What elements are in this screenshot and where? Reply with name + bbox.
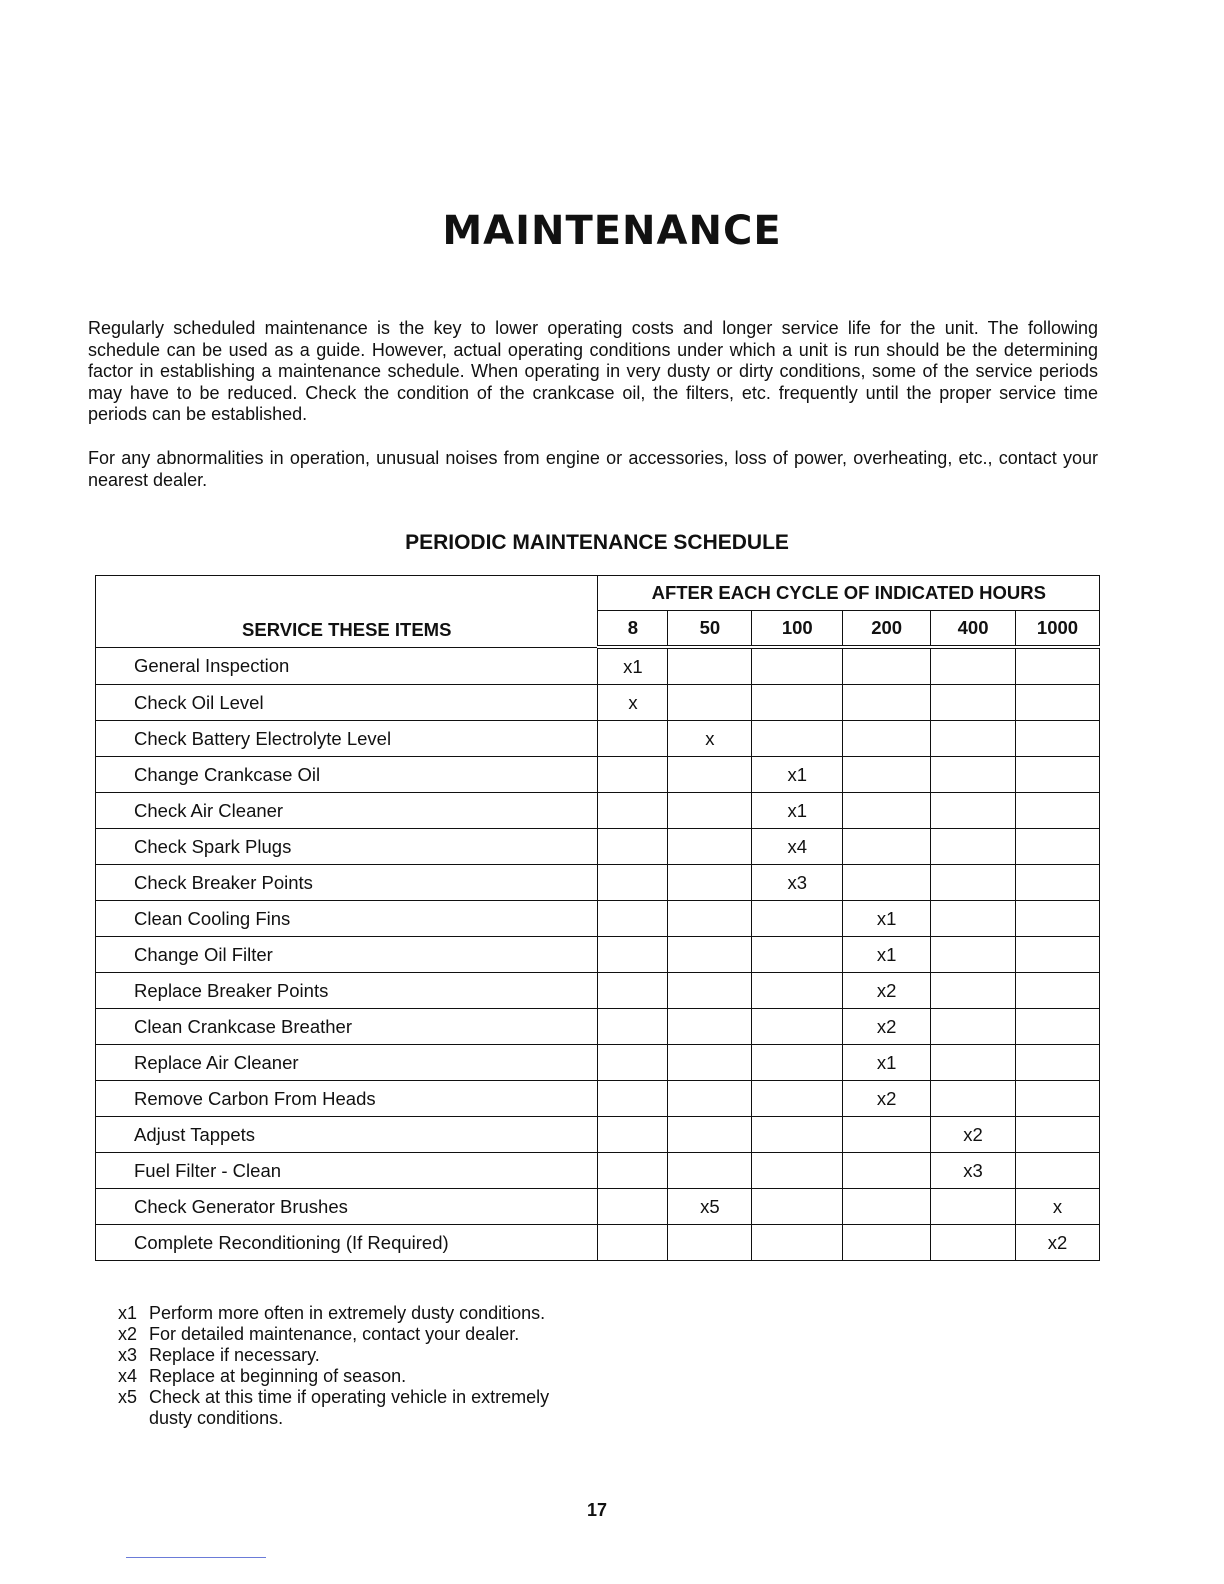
service-item: Check Spark Plugs	[96, 829, 598, 865]
interval-mark	[752, 1225, 843, 1261]
interval-mark	[752, 647, 843, 685]
interval-mark	[668, 973, 752, 1009]
schedule-title: PERIODIC MAINTENANCE SCHEDULE	[405, 531, 789, 554]
interval-mark	[668, 1225, 752, 1261]
interval-mark	[668, 937, 752, 973]
hours-column-header: 8	[598, 611, 668, 648]
table-row	[96, 757, 1100, 793]
interval-mark	[668, 1045, 752, 1081]
interval-mark	[668, 685, 752, 721]
interval-mark: x	[668, 721, 752, 757]
interval-mark	[668, 647, 752, 685]
interval-mark	[931, 973, 1016, 1009]
interval-mark	[598, 901, 668, 937]
table-row	[96, 1081, 1100, 1117]
interval-mark	[598, 1153, 668, 1189]
interval-mark: x3	[752, 865, 843, 901]
interval-mark: x1	[843, 901, 931, 937]
maintenance-schedule-table	[95, 575, 1100, 1261]
interval-mark	[1016, 1153, 1100, 1189]
interval-mark	[843, 1189, 931, 1225]
interval-mark	[843, 1153, 931, 1189]
hours-column-header: 50	[668, 611, 752, 648]
footnote-text: Replace at beginning of season.	[149, 1366, 407, 1386]
interval-mark	[843, 1225, 931, 1261]
footnote-code: x1	[118, 1303, 138, 1323]
interval-mark	[931, 829, 1016, 865]
interval-mark	[752, 1189, 843, 1225]
footnote-code: x5	[118, 1387, 138, 1407]
interval-mark	[752, 1153, 843, 1189]
interval-mark	[1016, 685, 1100, 721]
table-row	[96, 937, 1100, 973]
footnote	[118, 1324, 569, 1345]
table-row	[96, 1009, 1100, 1045]
interval-mark: x2	[843, 1081, 931, 1117]
interval-mark	[668, 865, 752, 901]
footnote-code: x4	[118, 1366, 138, 1386]
interval-mark	[931, 1225, 1016, 1261]
service-item: Complete Reconditioning (If Required)	[96, 1225, 598, 1261]
footnote	[118, 1303, 569, 1324]
interval-mark	[1016, 1045, 1100, 1081]
service-item: Fuel Filter - Clean	[96, 1153, 598, 1189]
interval-mark	[1016, 901, 1100, 937]
interval-mark	[598, 865, 668, 901]
interval-mark	[668, 1009, 752, 1045]
interval-mark	[1016, 1117, 1100, 1153]
table-row	[96, 1225, 1100, 1261]
interval-mark: x2	[843, 973, 931, 1009]
interval-mark	[931, 1081, 1016, 1117]
interval-mark	[598, 1189, 668, 1225]
interval-mark: x	[598, 685, 668, 721]
page-title: MAINTENANCE	[442, 208, 782, 254]
interval-mark	[931, 865, 1016, 901]
interval-mark	[752, 973, 843, 1009]
service-item: Change Crankcase Oil	[96, 757, 598, 793]
interval-mark: x2	[1016, 1225, 1100, 1261]
interval-mark	[668, 829, 752, 865]
service-item: Replace Air Cleaner	[96, 1045, 598, 1081]
interval-mark	[1016, 1009, 1100, 1045]
interval-mark	[752, 1081, 843, 1117]
hours-column-header: 100	[752, 611, 843, 648]
service-item: Check Breaker Points	[96, 865, 598, 901]
items-column-header: SERVICE THESE ITEMS	[96, 576, 598, 648]
service-item: Change Oil Filter	[96, 937, 598, 973]
page-number: 17	[586, 1500, 608, 1520]
service-item: Check Oil Level	[96, 685, 598, 721]
interval-mark	[931, 1189, 1016, 1225]
table-row	[96, 1117, 1100, 1153]
service-item: Check Generator Brushes	[96, 1189, 598, 1225]
interval-mark: x3	[931, 1153, 1016, 1189]
interval-mark	[598, 1081, 668, 1117]
interval-mark	[931, 1009, 1016, 1045]
interval-mark	[1016, 721, 1100, 757]
footnote	[118, 1345, 569, 1366]
hours-column-header: 1000	[1016, 611, 1100, 648]
table-row	[96, 647, 1100, 685]
intro-paragraph: Regularly scheduled maintenance is the key to lower operating costs and longer service life for the unit. The following schedule can be used as a guide. However, actual operating conditions under which a unit is run should be the determining factor in establishing a maintenance schedule. When operating in very dusty or dirty conditions, some of the service periods may have to be reduced. Check the condition of the crankcase oil, the filters, etc. frequently until the proper service time periods can be established.	[88, 318, 1098, 424]
interval-mark	[668, 1117, 752, 1153]
service-item: Check Air Cleaner	[96, 793, 598, 829]
table-row	[96, 685, 1100, 721]
table-row	[96, 721, 1100, 757]
interval-mark	[598, 1045, 668, 1081]
interval-mark: x1	[843, 1045, 931, 1081]
interval-mark: x	[1016, 1189, 1100, 1225]
table-row	[96, 1045, 1100, 1081]
interval-mark	[1016, 647, 1100, 685]
footnote-code: x3	[118, 1345, 138, 1365]
table-row	[96, 973, 1100, 1009]
interval-mark	[843, 757, 931, 793]
interval-mark	[931, 685, 1016, 721]
interval-mark	[843, 829, 931, 865]
interval-mark	[843, 647, 931, 685]
hours-column-header: 400	[931, 611, 1016, 648]
dealer-contact-paragraph: For any abnormalities in operation, unusual noises from engine or accessories, loss of power, overheating, etc., contact your nearest dealer.	[88, 448, 1098, 490]
interval-mark	[752, 685, 843, 721]
interval-mark: x4	[752, 829, 843, 865]
table-row	[96, 1189, 1100, 1225]
interval-mark	[752, 1045, 843, 1081]
hours-group-header: AFTER EACH CYCLE OF INDICATED HOURS	[598, 576, 1100, 611]
footer-rule	[126, 1557, 266, 1558]
interval-mark	[668, 901, 752, 937]
interval-mark	[931, 757, 1016, 793]
interval-mark	[1016, 757, 1100, 793]
service-item: Clean Crankcase Breather	[96, 1009, 598, 1045]
interval-mark: x1	[752, 757, 843, 793]
interval-mark	[843, 1117, 931, 1153]
interval-mark: x1	[843, 937, 931, 973]
interval-mark: x2	[843, 1009, 931, 1045]
interval-mark	[1016, 829, 1100, 865]
table-row	[96, 793, 1100, 829]
footnote-text: Perform more often in extremely dusty conditions.	[149, 1303, 546, 1323]
interval-mark	[752, 901, 843, 937]
interval-mark	[598, 973, 668, 1009]
interval-mark	[931, 721, 1016, 757]
interval-mark	[668, 1153, 752, 1189]
interval-mark	[598, 757, 668, 793]
interval-mark	[752, 721, 843, 757]
footnotes	[118, 1303, 569, 1429]
footnote	[118, 1366, 569, 1387]
interval-mark	[598, 1225, 668, 1261]
interval-mark	[1016, 937, 1100, 973]
interval-mark: x1	[598, 647, 668, 685]
interval-mark	[752, 1009, 843, 1045]
interval-mark	[931, 937, 1016, 973]
interval-mark	[598, 793, 668, 829]
interval-mark	[931, 793, 1016, 829]
interval-mark	[1016, 793, 1100, 829]
service-item: Adjust Tappets	[96, 1117, 598, 1153]
interval-mark	[668, 793, 752, 829]
hours-column-header: 200	[843, 611, 931, 648]
table-row	[96, 829, 1100, 865]
footnote	[118, 1387, 569, 1429]
interval-mark	[598, 829, 668, 865]
table-row	[96, 1153, 1100, 1189]
interval-mark	[843, 721, 931, 757]
interval-mark	[931, 1045, 1016, 1081]
interval-mark	[843, 685, 931, 721]
schedule-body	[96, 647, 1100, 1261]
interval-mark: x1	[752, 793, 843, 829]
footnote-code: x2	[118, 1324, 138, 1344]
interval-mark	[931, 647, 1016, 685]
interval-mark	[752, 1117, 843, 1153]
interval-mark	[668, 757, 752, 793]
interval-mark	[843, 865, 931, 901]
service-item: Remove Carbon From Heads	[96, 1081, 598, 1117]
interval-mark	[598, 937, 668, 973]
footnote-text: Replace if necessary.	[149, 1345, 320, 1365]
interval-mark	[598, 721, 668, 757]
interval-mark	[598, 1009, 668, 1045]
interval-mark	[752, 937, 843, 973]
interval-mark	[843, 793, 931, 829]
service-item: Check Battery Electrolyte Level	[96, 721, 598, 757]
interval-mark: x2	[931, 1117, 1016, 1153]
interval-mark	[1016, 1081, 1100, 1117]
interval-mark	[668, 1081, 752, 1117]
interval-mark	[931, 901, 1016, 937]
interval-mark: x5	[668, 1189, 752, 1225]
interval-mark	[1016, 865, 1100, 901]
interval-mark	[598, 1117, 668, 1153]
footnote-text: Check at this time if operating vehicle in extremely dusty conditions.	[149, 1387, 550, 1428]
table-row	[96, 865, 1100, 901]
table-row	[96, 901, 1100, 937]
service-item: Clean Cooling Fins	[96, 901, 598, 937]
interval-mark	[1016, 973, 1100, 1009]
service-item: General Inspection	[96, 647, 598, 685]
service-item: Replace Breaker Points	[96, 973, 598, 1009]
footnote-text: For detailed maintenance, contact your dealer.	[149, 1324, 520, 1344]
